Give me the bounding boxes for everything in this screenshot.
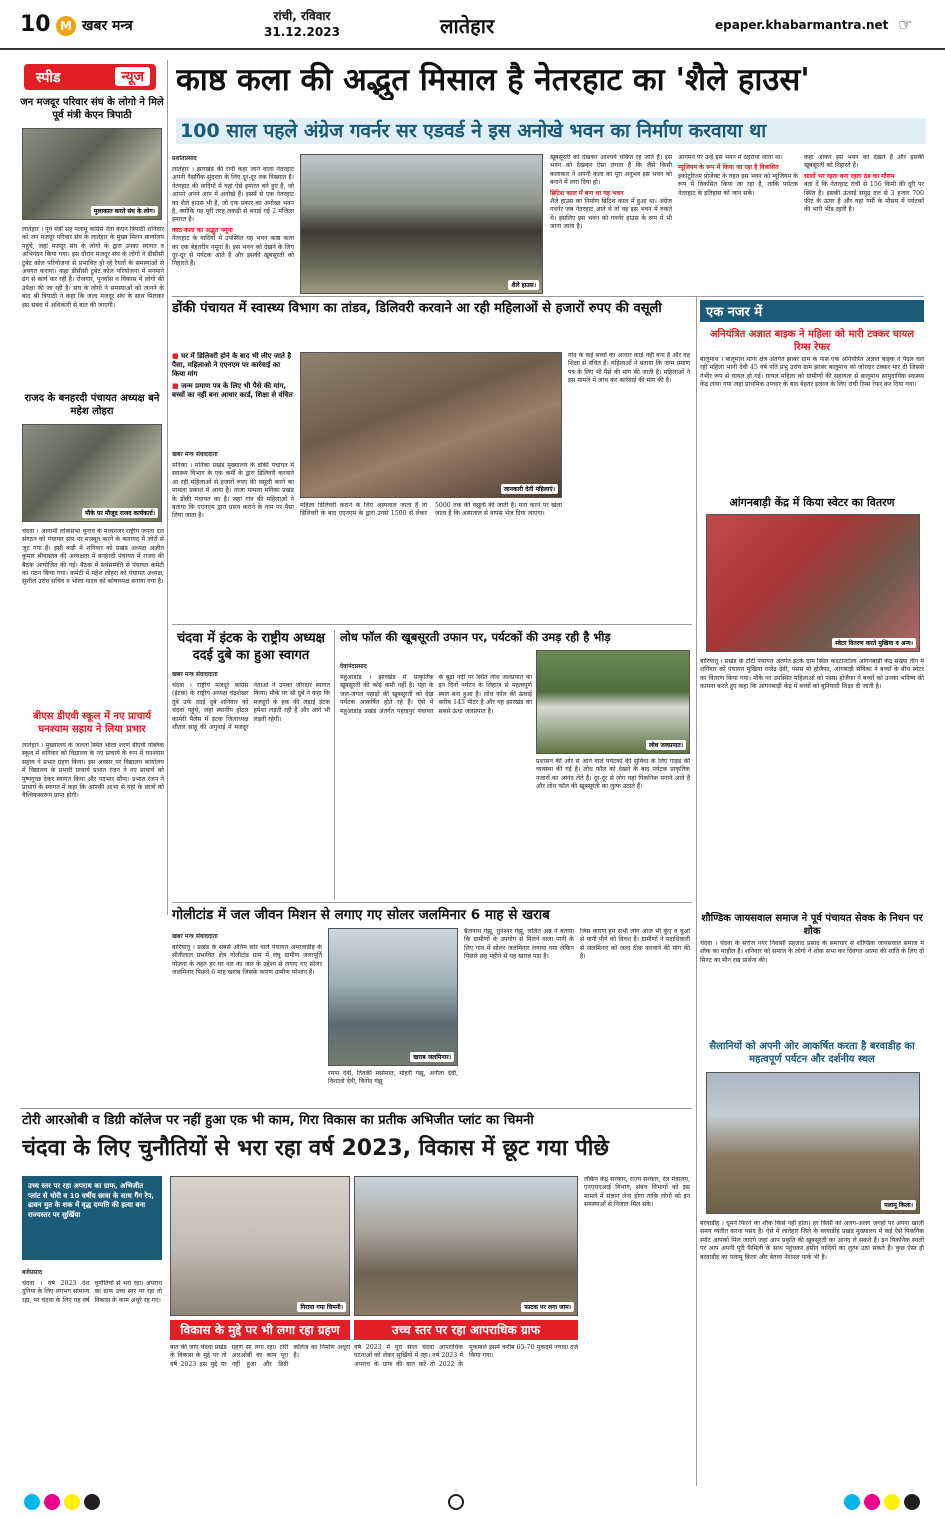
bottom-photo-traffic [354,1176,578,1316]
dongi-bullet-1: ■ घर में डिलिवरी होने के बाद भी लीए जाते है पैसा, महिलाओ ने एएनएम पर कार्रवाई का किया मांग [172,352,294,379]
lead-body-col3: खूबसूरती को देखकर आश्चर्य चकित रह जाते हैं। इस भवन को देखकर ऐसा लगता है कि जैसे किसी कलाकार ने अपनी कला का पूरा अनुभव इस भवन को बनाने में लगा दिया हो। ब्रिटिश काल में बना था यह भवन शैले हाउस का निर्माण ब्रिटिश काल में हुआ था। अंग्रेज गवर्नर जब नेतरहाट आते थे तो वह इस भवन में रुकते थे। इसलिए इस भवन को गवर्नर हाउस के रूप में भी जाना जाता है। [550,154,672,231]
bottom-right-body: लेकिन केंद्र सरकार, राज्य सरकार, रेल मंत्रालय, एनएचएआई विभाग, संबंध विभागों को इस मामले में संज्ञान लेना होगा ताकि लोगों को इन समस्याओं से निजात मिल सके। [584,1176,690,1209]
lodh-photo-waterfall [536,650,690,754]
dongi-bullets [172,352,294,403]
lead-byline: प्रशांतप्रसाद [172,155,197,162]
bottom-headline: चंदवा के लिए चुनौतियों से भरा रहा वर्ष 2023, विकास में छूट गया पीछे [22,1136,609,1161]
bottom-mid-body: बात की जाए चंदवा प्रखंड के विकास के मुद्दे पर तो वर्ष 2023 इस मुद्दे पर ग्रहण सा लगा रहा। टोरी आरओबी का काम पूरा नहीं हुआ और डिग्री कॉलेज का निर्माण अधूरा है। [170,1344,350,1368]
registration-mark [884,1494,900,1510]
dongi-bullet-2: ■ जन्म प्रमाण पत्र के लिए भी पैसे की मांग, बच्चों का नहीं बना आधार कार्ड, शिक्षा से वंचित [172,382,294,400]
brand-name: खबर मन्त्र [82,18,133,34]
goletand-byline: खबर मन्त्र संवाददाता [172,933,218,940]
registration-mark [904,1494,920,1510]
sub-red-development: विकास के मुद्दे पर भी लगा रहा ग्रहण [170,1320,350,1340]
column-divider [334,630,335,900]
registration-mark [24,1494,40,1510]
nazar-item3-headline: शौण्डिक जायसवाल समाज ने पूर्व पंचायत सेवक के निधन पर शोक [701,913,923,937]
dateline [264,8,340,40]
speed-news-headline-1: जन मजदूर परिवार संघ के लोगो ने मिले पूर्व मंत्री केएन त्रिपाठी [20,97,164,121]
city-day: रांची, रविवार [273,9,331,23]
lead-subhead-2: ब्रिटिश काल में बना था यह भवन [550,189,624,197]
section-divider [20,1108,692,1109]
speed-news-headline-2: राजद के बनहरदी पंचायत अध्यक्ष बने महेश लोहरा [24,393,160,417]
masthead-bar [0,0,945,50]
lead-subhead-1: काठ कला का अद्भुत नमूना [172,226,233,234]
bottom-photo-chimney [170,1176,350,1316]
photo-caption: मुलाकात करते संघ के लोग। [91,206,158,216]
speed-news-photo-1 [22,128,162,220]
photo-caption: स्वेटर वितरण करते मुखिया व अन्य। [832,638,916,648]
nazar-item3-body: चंदवा । चंदवा के सरोज नगर निवासी प्रहलाद प्रसाद के समाचार से शौण्डिक जायसवाल समाज में शोक का माहौल है। शनिवार को समाज के लोगो ने शोक सभा कर दिवंगत आत्मा की शांति के लिए दो मिनट का मौन रख प्रार्थना की। [700,940,924,964]
column-divider [167,60,168,915]
intak-body: चंदवा । राष्ट्रीय मजदूर कांग्रेस (इंटक) के राष्ट्रीय अध्यक्ष चंद्रशेखर दुबे उर्फ ददई दुबे शनिवार को चंदवा पहुंचे, जहां स्थानीय होटल कामेरी पैलेस में इंटक जिलाध्यक्ष शीतल साहू की अगुवाई में मजदूर नेताओ ने उनका जोरदार स्वागत किया। मौके पर श्री दुबे ने कहा कि मजदूरों के हक की लड़ाई इंटक हमेशा लड़ती रही है और आगे भी लड़ती रहेगी। [172,682,330,732]
lead-headline: काष्ठ कला की अद्भुत मिसाल है नेतरहाट का 'शैले हाउस' [176,62,810,98]
registration-mark [44,1494,60,1510]
lodh-body: महुआडांड़ । झारखंड में प्राकृतिक खूबसूरती की कोई कमी नहीं है। यहां के जल-जंगल पहाड़ों की खूबसूरती को देख पर्यटक आकर्षित होते रहे हैं। ऐसे में महुआडांड़ प्रखंड अंतर्गत पहाड़पुर पंचायत के बूढ़ा नदी पर स्थित लोध जलप्रपात का इन दिनों पर्यटन के लिहाज से महत्वपूर्ण स्थल बना हुआ है। लोध फॉल की ऊंचाई करीब 143 मीटर है और यह झारखंड का सबसे ऊंचा जलप्रपात है। [340,674,532,715]
news-label: न्यूज [115,67,150,86]
bottom-kicker: टोरी आरओबी व डिग्री कॉलेज पर नहीं हुआ एक भी काम, गिरा विकास का प्रतीक अभिजीत प्लांट का चिमनी [22,1113,534,1128]
sub-red-crime: उच्च स्तर पर रहा आपराधिक ग्राफ [354,1320,578,1340]
speed-news-body-2: चंदवा । आगामी लोकसभा चुनाव के मध्यनजर राष्ट्रीय जनता दल संगठन को पंचायत स्तर पर मजबूत करने के कवायद में जोरों से जुट गया है। इसी कड़ी में शनिवार को प्रखंड अध्यक्ष अजीत कुमार श्रीवास्तव की अध्यक्षता में बनहरदी पंचायत में राजद की बैठक आयोजित की गई। बैठक में सर्वसम्मति से पंचायत कमेटी का गठन किया गया। कमेटी में महेश लोहरा को पंचायत अध्यक्ष, सुशील उरांव सचिव व भोला यादव को कोषाध्यक्ष बनाया गया है। [22,528,164,586]
page-number: 10 [20,12,51,37]
photo-caption: शैले हाउस। [508,280,539,290]
section-divider [172,296,924,297]
photo-caption: पलामू किला। [881,1200,916,1210]
section-divider [172,902,692,903]
brand-logo-icon: M [56,16,76,36]
nazar-item2-body: बारियातू । प्रखंड के टोंटी पंचायत अंतर्गत इटके ग्राम स्थित कदटाल्टोला आंगनबाड़ी केंद्र संख्या तीन में शनिवार को पंचायत मुखिया राजेंद्र देवी, पंसस मो होजैफा, आंगबाड़ी सेविका ने बच्चों के बीच स्वेटर का वितरण किया गया। मौके पर उपस्थित महिलाओं को पंसस होजैफा ने बच्चों को उनका भविष्य की कामना करते हुए कहा कि आंगनबाड़ी केंद्र में बच्चों को बुनियादी शिक्षा दी जाती है। [700,658,924,691]
bottom-left-body: चंदवा । वर्ष 2023 देश दुनिया के लिए लगभग सामान्य रहा, पर चंदवा के लिए यह वर्ष चुनौतियों से भरा रहा। अपराध का ग्राफ उच्च स्तर पर रहा तो विकास के काम अधूरे रह गए। [22,1280,162,1304]
section-divider [172,624,692,625]
registration-mark [844,1494,860,1510]
goletand-body-2: बैजनाथ गंझू, धुनेश्वर गंझू, ललित अन्न ने बताया कि ग्रामीणों के उपयोग से मिलने वाला पानी के लिए गांव में सोलर जलमिनार लगाया गया लेकिन पिछले छह महीने से यह खराब पड़ा है। [464,928,574,961]
photo-caption: लोध जलप्रपात। [646,740,686,750]
ek-nazar-banner [700,300,924,322]
registration-mark [864,1494,880,1510]
column-divider [696,296,697,1486]
nazar-item2-headline: आंगनबाड़ी केंद्र में किया स्वेटर का वितरण [729,496,895,509]
photo-caption: गिराया गया चिमनी। [297,1302,346,1312]
registration-mark [84,1494,100,1510]
section-title: लातेहार [440,14,495,38]
registration-mark [64,1494,80,1510]
nazar-item4-headline: सैलानियों को अपनी ओर आकर्षित करता है बरवाडीह का महत्वपूर्ण पर्यटन और दर्शनीय स्थल [709,1041,915,1065]
intak-headline: चंदवा में इंटक के राष्ट्रीय अध्यक्ष ददई दुबे का हुआ स्वागत [177,631,325,663]
nazar-item2-photo [706,514,920,652]
lodh-headline: लोध फॉल की खूबसूरती उफान पर, पर्यटकों की उमड़ रही है भीड़ [340,630,611,644]
photo-caption: मौके पर मौजूद राजद कार्यकर्ता। [82,508,158,518]
dongi-body-2: महिला डिलिवरी कराने के लिए अस्पताल जाता है तो डिलिवरी के बाद एएनएम के द्वारा उनसे 1500 से लेकर 5000 तक की वसूली की जाती है। मना करने पर खेला जाता है कि अस्पताल से वापस भेज दिया जाएगा। [300,502,562,518]
bottom-bullet: उच्च स्तर पर रहा अपराध का ग्राफ, अभिजीत प्लांट से चोरी व 10 वर्षीय छात्रा के साथ गैंग रेप, ढावन मुत के शक में वृद्ध दम्पति की हत्या बना राज्यस्तर पर सुर्खिया [28,1182,155,1219]
website-link[interactable]: epaper.khabarmantra.net [715,18,889,32]
speed-news-body-3: लातेहार । मुख्यालय के जलता स्थित भोला शरण डीएवी पब्लिक स्कूल में शनिवार को विद्यालय के नए प्राचार्य के रूप में घनश्याम सहाय ने प्रभार ग्रहण किया। इस अवसर पर विद्यालय कार्यालय में विद्यालय के प्रभारी प्राचार्य प्रभात रंजन ने नए प्राचार्य को पुष्पगुच्छ देकर स्वागत किया और पदभार सौंपा। प्रभात रंजन ने प्राचार्य के स्वागत में कहा कि आपकी आभा से यहां के छात्रों को वैश्विकस्वरूप प्राप्त होगी। [22,742,164,800]
hand-pointer-icon: ☞ [898,15,913,34]
nazar-item1-headline: अनियंत्रित अज्ञात बाइक ने महिला को मारी टक्कर घायल रिम्स रेफर [709,329,915,353]
lead-body-col5: कहा आकर इस भवन को देखते हैं और इसकी खूबसूरती को निहारते हैं। सालों भर रहता बना रहता ठंड का मौसम बता दें कि नेतरहाट रांची से 156 किमी की दूरी पर स्थित है। इसकी ऊंचाई समुद्र तल से 3 हजार 700 फीट के ऊपर है और यहां गर्मी के मौसम में पर्यटकों की भारी भीड़ रहती है। [804,154,924,214]
intak-byline: खबर मन्त्र संवाददाता [172,671,218,678]
goletand-body-1: बारियातू । प्रखंड के सबसे अंतिम छोर वाले पंचायत अमरवाडीह के सीतीलाल प्रभावित क्षेत्र गोलीटांड ग्राम में लघु ग्रामीण जलापूर्ति योजना के तहत हर घर नल का जल के उद्देश्य से लगाए गए सोलर जलमिनार पिछले 6 माह खराब जिसके कारण ग्रामीण परेशान हैं। [172,944,322,977]
lead-subhead-4: सालों भर रहता बना रहता ठंड का मौसम [804,172,895,180]
ek-nazar-label: एक नजर में [706,305,763,320]
nazar-item4-photo-fort [706,1072,920,1214]
lead-subhead-3: म्यूजियम के रूप में किया जा रहा है विकसित [678,164,779,172]
dongi-body-1: मनिका । मनिका प्रखंड मुख्यालय के डोंकी पंचायत में स्वास्थ्य विभाग के एक कर्मी के द्वारा डिलिवरी करवाने आ रही महिलाओं से हजारों रुपए की वसूली करने का मामला प्रकाश में आया है। ताजा मामला मनिका प्रखंड के डोंकी पंचायत का है। जहां गांव की महिलाओं ने बताया कि एएनएम द्वारा प्रसव कराने के नाम पर पैसा लिया जाता है। [172,462,294,520]
lead-subheadline: 100 साल पहले अंग्रेज गवर्नर सर एडवर्ड ने इस अनोखे भवन का निर्माण करवाया था [176,118,926,144]
dongi-byline: खबर मन्त्र संवाददाता [172,451,218,458]
speed-news-body-1: लातेहार । पूर्व मंत्री सह पलामू कांग्रेस नेता केएन त्रिपाठी शनिवार को जन मजदूर परिवार संघ के लातेहार के मुख्य मिलन कार्यालय पहुंचे, जहां मजदूर संघ के लोगो के द्वारा उनका स्वागत व अभिनंदन किया गया। इस दौरान मजदूर संघ के लोगो ने डीसीसी ट्रुबेट कोल परियोजना से प्रभावित हो रहे रैयतों के समस्याओं से अवगत कराया। कहा डीसीसी ट्रुबेट कोल परियोजना में मनमाने ढंग से कार्य कर रही है। रोजगार, पुनर्वास व विकास में लोगो की उपेक्षा की जा रही है। संघ के लोगो ने समस्याओं को जानने के बाद श्री त्रिपाठी ने कहा कि जल्द मजदूर संघ के साथ मिलकर इस संबंध में अधिकारी से बात की जाएगी। [22,226,164,309]
bottom-byline: बजेप्रसाद [22,1269,43,1276]
goletand-photo-water-tower [328,928,458,1066]
goletand-body-3: जिस कारण हम सभी लोग आज भी कुंए व चुआं से पानी पीने को विवश हैं। ग्रामीणों ने पदाधिकारी से जलमिनार को जल्द ठीक करवाने की मांग की है। [580,928,690,961]
nazar-item1-body: बालूमाथ । बालूमाथ थाना क्षेत्र अंतर्गत झाबर ग्राम के पास एक अनियंत्रित अज्ञात बाइक ने पैदल चल रही महिला भानी देवी 45 वर्ष पति प्रभु उरांव ग्राम झाबर बालूमाथ को जोरदार टक्कर मार दी जिससे गंभीर रूप से घायल हो गई। घायल महिला को ग्रामीणों की सहायता से बालूमाथ सामुदायिक स्वास्थ्य केंद्र लाया गया जहां प्राथमिक उपचार के बाद बेहतर इलाज के लिए रांची रिम्स रेफर कर दिया गया। [700,356,924,389]
dongi-body-3: गांव के कई बच्चों का आधार कार्ड नहीं बना है और वह शिक्षा से वंचित हैं। महिलाओं ने बताया कि जन्म प्रमाण पत्र के लिए भी पैसे की मांग की जाती है। महिलाओं ने इस मामले में जांच कर कार्रवाई की मांग की है। [568,352,690,385]
dongi-headline: डोंकी पंचायत में स्वास्थ्य विभाग का तांडव, डिलिवरी करवाने आ रही महिलाओं से हजारों रुपए की वसूली [172,301,662,316]
nazar-item4-body: बरवाडीह । धूमने फिरने का शौक किसे नहीं होता। हर किसी को अलग-अलग जगहों पर अपना खाली समय व्यतीत करना पसंद है। ऐसे में लातेहार जिले के बरवाडीह प्रखंड मुख्यालय में कई ऐसे पिकनिक स्पॉट आपको मिल जाएंगे जहां आप प्रकृति की खूबसूरती का आनंद ले सकते हैं। इन पिकनिक स्थलों पर आप अपनी पूरी फैमिली के साथ पहुंचकर हसीन वादियों का लुत्फ उठा सकते हैं। कुछ ऐसा ही बरवाडीह का पलामू किला और बेतला नेशनल पार्क भी है। [700,1220,924,1261]
speed-news-headline-3: बीएस डीएवी स्कूल में नए प्राचार्य घनश्याम सहाय ने लिया प्रभार [32,711,152,735]
goletand-headline: गोलीटांड में जल जीवन मिशन से लगाए गए सोलर जलमिनार 6 माह से खराब [172,907,550,923]
photo-caption: फाटक पर लगा जाम। [521,1302,574,1312]
lodh-byline: देवानंदप्रसाद [340,663,367,670]
photo-caption: खराब जलमिनार। [410,1052,454,1062]
lead-photo-shale-house [300,154,543,294]
speed-news-photo-2 [22,424,162,522]
crosshair-mark-icon [448,1494,464,1510]
photo-caption: जानकारी देती महिलाएं। [501,484,558,494]
bottom-bullet-box [22,1176,162,1260]
bottom-crime-body: वर्ष 2023 में पूरा साल चंदवा आपराधिक घटनाओं को लेकर सुर्खियों में रहा। वर्ष 2023 में अपराध के ग्राफ की बात करें तो 2022 के मुकाबले इसमें करीब 65-70 मुकदमे ज्यादा दर्ज किया गया। [354,1344,578,1368]
lodh-body-2: प्रशासन की ओर से आने वाले पर्यटकों की सुविधा के लिए गाइड की व्यवस्था की गई है। लोध फॉल को देखने के बाद पर्यटक प्राकृतिक नजारों का आनंद लेते हैं। दूर-दूर से लोग यहां पिकनिक मनाने आते हैं और लोध फॉल की खूबसूरती का लुत्फ उठाते हैं। [536,758,690,791]
dongi-photo-women [300,352,562,498]
lead-body-col1: लातेहार । झारखंड की रानी कहा जाने वाला नेतरहाट अपनी नैसर्गिक सुंदरता के लिए दूर-दूर तक विख्यात है। नेतरहाट की वादियों में यहां ऐसे इमारत बने हुए हैं, जो आपने अपने आप में अनोखे हैं। इसमें से एक नेतरहाट का शैले हाउस भी है, जो एक प्रकार का अनोखा भवन है, क्योंकि यह पूरी तरह लकड़ी से बनाई गई 2 मंजिला इमारत है। काठ कला का अद्भुत नमूना नेतरहाट के वादियों में उपस्थित यह भवन काष्ठ कला का एक बेहतरीन नमूना है। इस भवन को देखने के लिए दूर-दूर से पर्यटक आते हैं और इसकी खूबसूरती को निहारते हैं। [172,166,294,268]
speed-label: स्पीड [36,70,61,86]
issue-date: 31.12.2023 [264,25,340,39]
speed-news-label [24,64,156,90]
goletand-names: रमपा देवी, तितकी मसोमात, मोहरी गंझू, अनीता देवी, विशालो देवी, बिनोद गंझू [328,1070,458,1086]
lead-body-col4: आगमन पर उन्हें इस भवन में ठहराया जाता था। म्यूजियम के रूप में किया जा रहा है विकसित इकोटूरिज्म प्रोजेक्ट के तहत इस भवन को म्यूजियम के रूप में विकसित किया जा रहा है, ताकि पर्यटक नेतरहाट के इतिहास को जान सकें। [678,154,798,197]
